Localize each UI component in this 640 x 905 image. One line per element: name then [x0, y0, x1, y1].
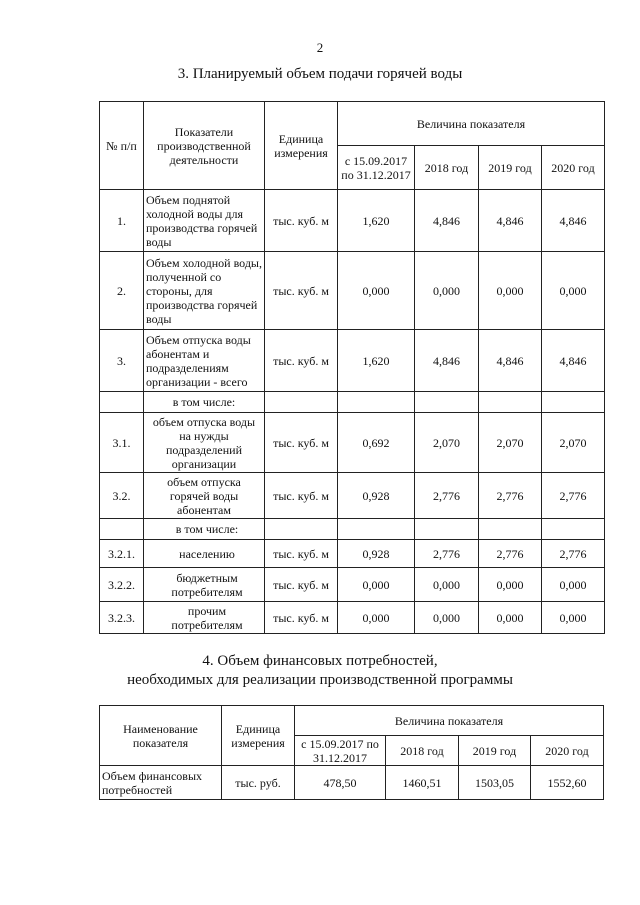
row-unit	[265, 392, 338, 413]
row-num: 3.2.1.	[100, 540, 144, 568]
value-period	[338, 519, 415, 540]
table-row	[100, 190, 605, 252]
value-2018	[415, 392, 479, 413]
value-period: 0,000	[338, 252, 415, 330]
row-unit	[265, 519, 338, 540]
row-unit: тыс. куб. м	[265, 413, 338, 473]
value-2018	[415, 519, 479, 540]
header-indicator: Показатели производственной деятельности	[144, 102, 265, 190]
value-2020: 4,846	[542, 330, 605, 392]
value-period: 1,620	[338, 190, 415, 252]
row-num: 3.2.	[100, 473, 144, 519]
row-unit: тыс. куб. м	[265, 473, 338, 519]
value-2019: 2,776	[479, 540, 542, 568]
row-num: 3.2.2.	[100, 568, 144, 602]
page-number: 2	[316, 40, 324, 55]
table-row	[100, 330, 605, 392]
row-indicator: Объем финансовых потребностей	[100, 766, 222, 800]
header-period: с 15.09.2017 по 31.12.2017	[338, 146, 415, 190]
value-period: 0,928	[338, 540, 415, 568]
value-2020	[542, 392, 605, 413]
value-2020	[542, 519, 605, 540]
value-2018: 2,776	[415, 540, 479, 568]
value-2020: 2,070	[542, 413, 605, 473]
row-unit: тыс. руб.	[222, 766, 295, 800]
table-row	[100, 568, 605, 602]
header-2018: 2018 год	[386, 736, 459, 766]
table-row	[100, 413, 605, 473]
header-2020: 2020 год	[542, 146, 605, 190]
row-indicator: Объем поднятой холодной воды для производства горячей воды	[144, 190, 265, 252]
value-2018: 0,000	[415, 602, 479, 634]
header-indicator: Наименование показателя	[100, 706, 222, 766]
table-row	[100, 392, 605, 413]
value-2019	[479, 392, 542, 413]
header-2018: 2018 год	[415, 146, 479, 190]
table-row	[100, 540, 605, 568]
value-2019: 2,776	[479, 473, 542, 519]
row-unit: тыс. куб. м	[265, 190, 338, 252]
value-2019: 4,846	[479, 190, 542, 252]
header-2019: 2019 год	[479, 146, 542, 190]
value-2018: 0,000	[415, 568, 479, 602]
row-unit: тыс. куб. м	[265, 330, 338, 392]
header-2020: 2020 год	[531, 736, 604, 766]
financial-needs-table	[99, 705, 604, 800]
value-2020: 2,776	[542, 540, 605, 568]
value-period: 0,000	[338, 568, 415, 602]
value-2018: 2,776	[415, 473, 479, 519]
value-2019: 0,000	[479, 252, 542, 330]
value-2020: 4,846	[542, 190, 605, 252]
header-unit: Единица измерения	[265, 102, 338, 190]
table-row	[100, 602, 605, 634]
row-unit: тыс. куб. м	[265, 602, 338, 634]
row-unit: тыс. куб. м	[265, 252, 338, 330]
value-2020: 0,000	[542, 602, 605, 634]
row-num: 3.	[100, 330, 144, 392]
value-2020: 0,000	[542, 252, 605, 330]
value-2019: 0,000	[479, 602, 542, 634]
value-period: 0,692	[338, 413, 415, 473]
header-period: с 15.09.2017 по 31.12.2017	[295, 736, 386, 766]
row-indicator: прочим потребителям	[144, 602, 265, 634]
row-indicator: объем отпуска горячей воды абонентам	[144, 473, 265, 519]
header-unit: Единица измерения	[222, 706, 295, 766]
row-indicator: в том числе:	[144, 392, 265, 413]
header-num: № п/п	[100, 102, 144, 190]
value-2019: 1503,05	[459, 766, 531, 800]
row-num	[100, 519, 144, 540]
value-period: 1,620	[338, 330, 415, 392]
row-unit: тыс. куб. м	[265, 568, 338, 602]
value-2020: 2,776	[542, 473, 605, 519]
row-num: 2.	[100, 252, 144, 330]
section-4-title	[0, 652, 640, 690]
table-row	[100, 473, 605, 519]
row-indicator: в том числе:	[144, 519, 265, 540]
section-4-title-line2: необходимых для реализации производственной программы	[127, 672, 513, 688]
value-2018: 1460,51	[386, 766, 459, 800]
row-indicator: населению	[144, 540, 265, 568]
value-2020: 1552,60	[531, 766, 604, 800]
hot-water-supply-table	[99, 101, 605, 634]
value-2019: 4,846	[479, 330, 542, 392]
value-2020: 0,000	[542, 568, 605, 602]
value-2018: 4,846	[415, 190, 479, 252]
row-indicator: объем отпуска воды на нужды подразделений организации	[144, 413, 265, 473]
table-row	[100, 252, 605, 330]
row-indicator: Объем отпуска воды абонентам и подразделениям организации - всего	[144, 330, 265, 392]
header-value-group: Величина показателя	[338, 102, 605, 146]
value-2019	[479, 519, 542, 540]
row-num: 3.1.	[100, 413, 144, 473]
row-num: 3.2.3.	[100, 602, 144, 634]
row-num	[100, 392, 144, 413]
row-unit: тыс. куб. м	[265, 540, 338, 568]
header-value-group: Величина показателя	[295, 706, 604, 736]
value-period: 0,928	[338, 473, 415, 519]
value-period	[338, 392, 415, 413]
value-2018: 4,846	[415, 330, 479, 392]
header-2019: 2019 год	[459, 736, 531, 766]
row-indicator: Объем холодной воды, полученной со стороны, для производства горячей воды	[144, 252, 265, 330]
value-2018: 2,070	[415, 413, 479, 473]
value-period: 0,000	[338, 602, 415, 634]
table-row	[100, 766, 604, 800]
table-row	[100, 519, 605, 540]
section-4-title-line1: 4. Объем финансовых потребностей,	[202, 653, 438, 669]
value-2019: 0,000	[479, 568, 542, 602]
row-indicator: бюджетным потребителям	[144, 568, 265, 602]
value-2018: 0,000	[415, 252, 479, 330]
value-2019: 2,070	[479, 413, 542, 473]
value-period: 478,50	[295, 766, 386, 800]
section-3-title: 3. Планируемый объем подачи горячей воды	[177, 66, 463, 82]
row-num: 1.	[100, 190, 144, 252]
